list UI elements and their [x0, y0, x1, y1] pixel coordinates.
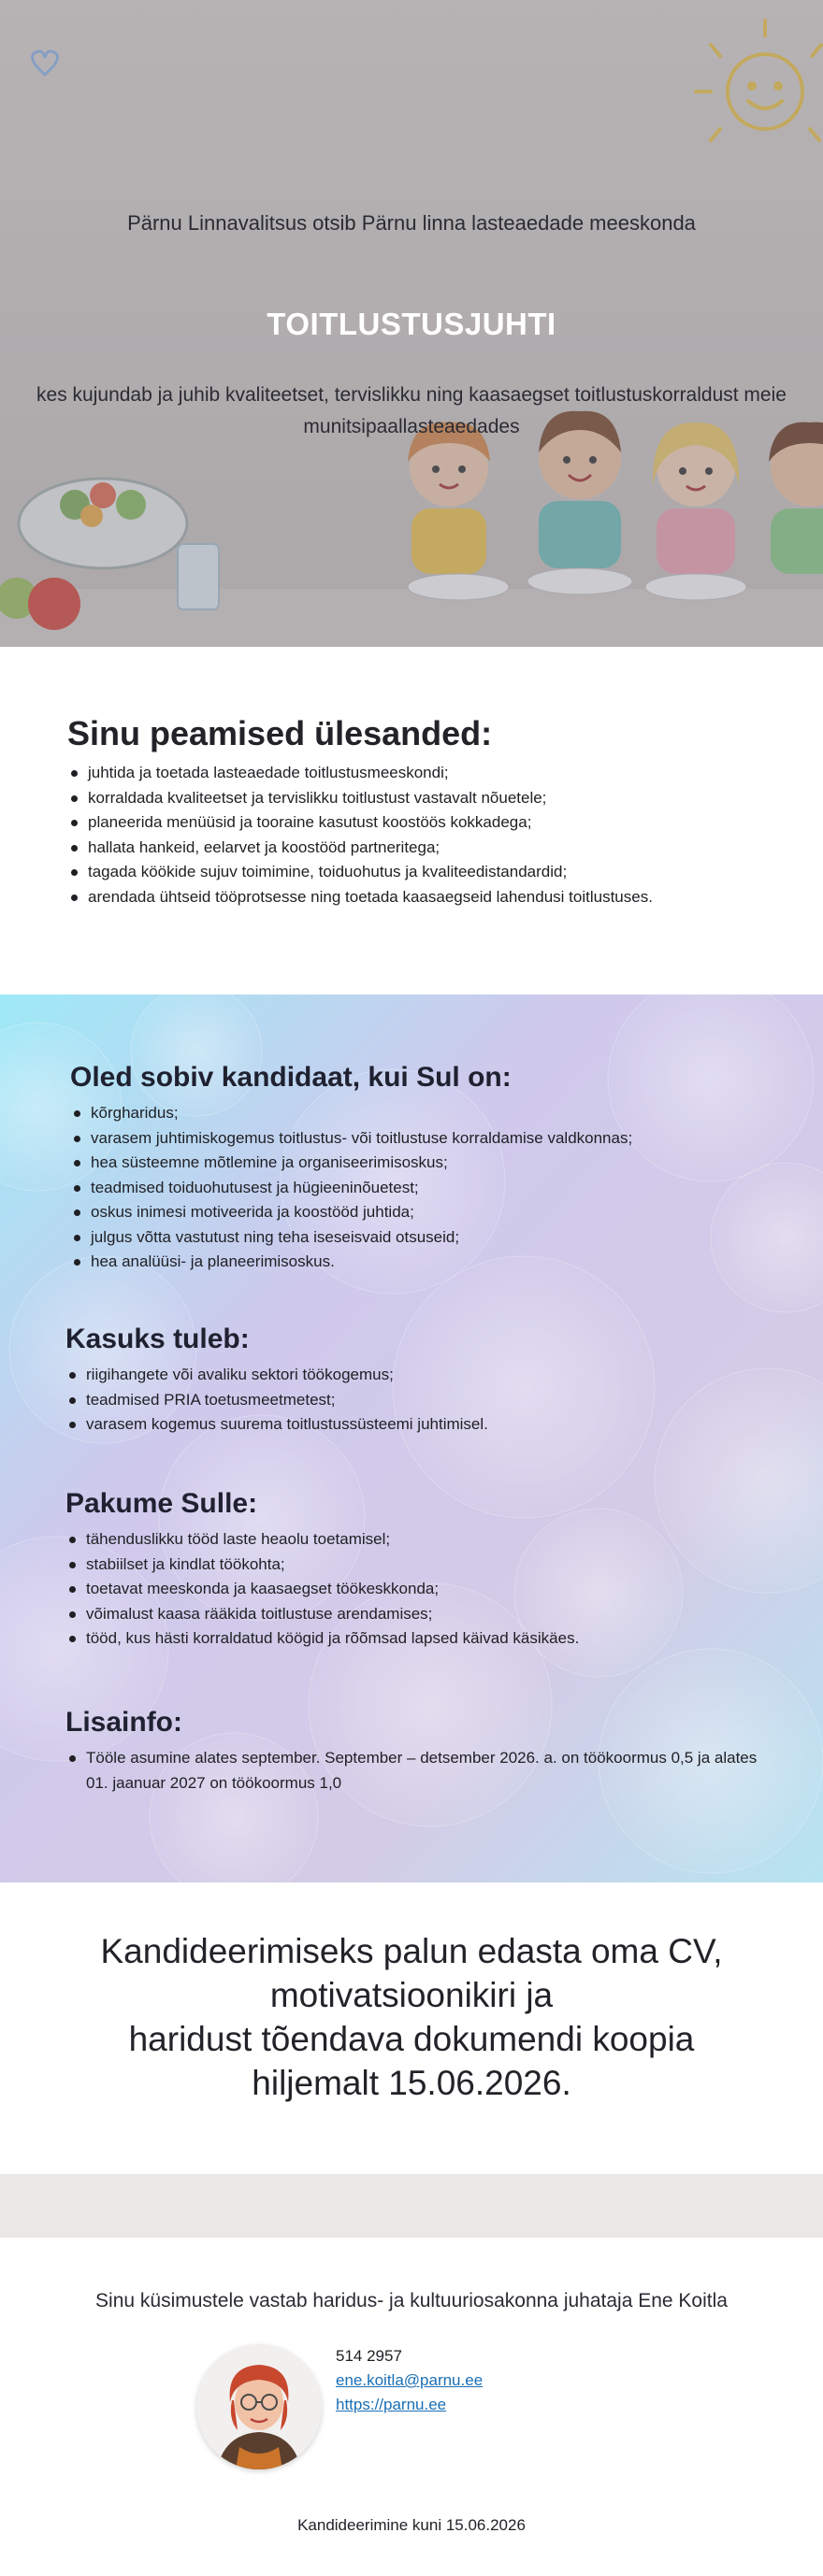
apply-deadline-line: hiljemalt 15.06.2026.	[252, 2064, 571, 2102]
advantage-heading: Kasuks tuleb:	[65, 1324, 250, 1354]
offer-block	[65, 1488, 776, 1652]
hero-organization-line: Pärnu Linnavalitsus otsib Pärnu linna lasteaedade meeskonda	[127, 211, 696, 235]
contact-phone: 514 2957	[336, 2347, 402, 2365]
list-item: korraldada kvaliteetset ja tervislikku toitlustust vastavalt nõuetele;	[67, 786, 823, 811]
avatar	[196, 2344, 322, 2469]
hero-banner	[0, 0, 823, 647]
list-item: tööd, kus hästi korraldatud köögid ja rõõmsad lapsed käivad käsikäes.	[65, 1626, 776, 1652]
contact-website-link[interactable]: https://parnu.ee	[336, 2396, 447, 2413]
contact-section	[0, 2238, 823, 2576]
divider-band	[0, 2174, 823, 2238]
extra-list	[65, 1746, 776, 1796]
offer-list	[65, 1527, 776, 1652]
duties-section	[0, 647, 823, 995]
duties-list	[67, 761, 823, 909]
list-item: Tööle asumine alates september. September – detsember 2026. a. on töökoormus 0,5 ja alates 01. jaanuar 2027 on töökoormus 1,0	[65, 1746, 776, 1796]
list-item: toetavat meeskonda ja kaasaegset töökeskkonda;	[65, 1577, 776, 1602]
apply-line: Kandideerimiseks palun edasta oma CV,	[100, 1932, 723, 1970]
application-instructions	[0, 1882, 823, 2174]
list-item: julgus võtta vastutust ning teha iseseisvaid otsuseid;	[70, 1225, 781, 1251]
contact-email-link[interactable]: ene.koitla@parnu.ee	[336, 2371, 484, 2389]
list-item: tähenduslikku tööd laste heaolu toetamisel;	[65, 1527, 776, 1553]
contact-lead: Sinu küsimustele vastab haridus- ja kultuuriosakonna juhataja Ene Koitla	[95, 2290, 728, 2311]
contact-details	[336, 2344, 483, 2417]
list-item: teadmised PRIA toetusmeetmetest;	[65, 1388, 776, 1413]
list-item: varasem juhtimiskogemus toitlustus- või toitlustuse korraldamise valdkonnas;	[70, 1126, 781, 1152]
candidate-list	[70, 1101, 781, 1275]
list-item: varasem kogemus suurema toitlustussüsteemi juhtimisel.	[65, 1412, 776, 1438]
list-item: kõrgharidus;	[70, 1101, 781, 1126]
list-item: hallata hankeid, eelarvet ja koostööd partneritega;	[67, 836, 823, 861]
requirements-section	[0, 995, 823, 1882]
contact-person-photo	[196, 2344, 322, 2469]
list-item: hea analüüsi- ja planeerimisoskus.	[70, 1250, 781, 1275]
advantage-block	[65, 1324, 776, 1438]
list-item: juhtida ja toetada lasteaedade toitlustusmeeskondi;	[67, 761, 823, 786]
job-title: TOITLUSTUSJUHTI	[267, 307, 556, 341]
list-item: riigihangete või avaliku sektori töökogemus;	[65, 1363, 776, 1388]
offer-heading: Pakume Sulle:	[65, 1488, 258, 1519]
list-item: tagada köökide sujuv toimimine, toiduohutus ja kvaliteedistandardid;	[67, 860, 823, 885]
list-item: oskus inimesi motiveerida ja koostööd juhtida;	[70, 1200, 781, 1225]
list-item: hea süsteemne mõtlemine ja organiseerimisoskus;	[70, 1151, 781, 1176]
hero-content	[0, 0, 823, 647]
application-deadline: Kandideerimine kuni 15.06.2026	[297, 2516, 526, 2534]
advantage-list	[65, 1363, 776, 1438]
requirements-content	[0, 995, 823, 1882]
candidate-block	[70, 1062, 781, 1275]
duties-heading: Sinu peamised ülesanded:	[67, 714, 493, 752]
list-item: võimalust kaasa rääkida toitlustuse arendamises;	[65, 1602, 776, 1627]
apply-line: haridust tõendava dokumendi koopia	[128, 2020, 695, 2058]
list-item: planeerida menüüsid ja tooraine kasutust koostöös kokkadega;	[67, 810, 823, 836]
list-item: arendada ühtseid tööprotsesse ning toetada kaasaegseid lahendusi toitlustuses.	[67, 885, 823, 910]
list-item: stabiilset ja kindlat töökohta;	[65, 1553, 776, 1578]
hero-subtitle: kes kujundab ja juhib kvaliteetset, tervislikku ning kaasaegset toitlustuskorraldust meie munitsipaallasteaedades	[36, 384, 787, 437]
apply-line: motivatsioonikiri ja	[269, 1976, 554, 2014]
list-item: teadmised toiduohutusest ja hügieeninõuetest;	[70, 1176, 781, 1201]
extra-heading: Lisainfo:	[65, 1707, 182, 1738]
candidate-heading: Oled sobiv kandidaat, kui Sul on:	[70, 1062, 512, 1093]
extra-info-block	[65, 1707, 776, 1796]
